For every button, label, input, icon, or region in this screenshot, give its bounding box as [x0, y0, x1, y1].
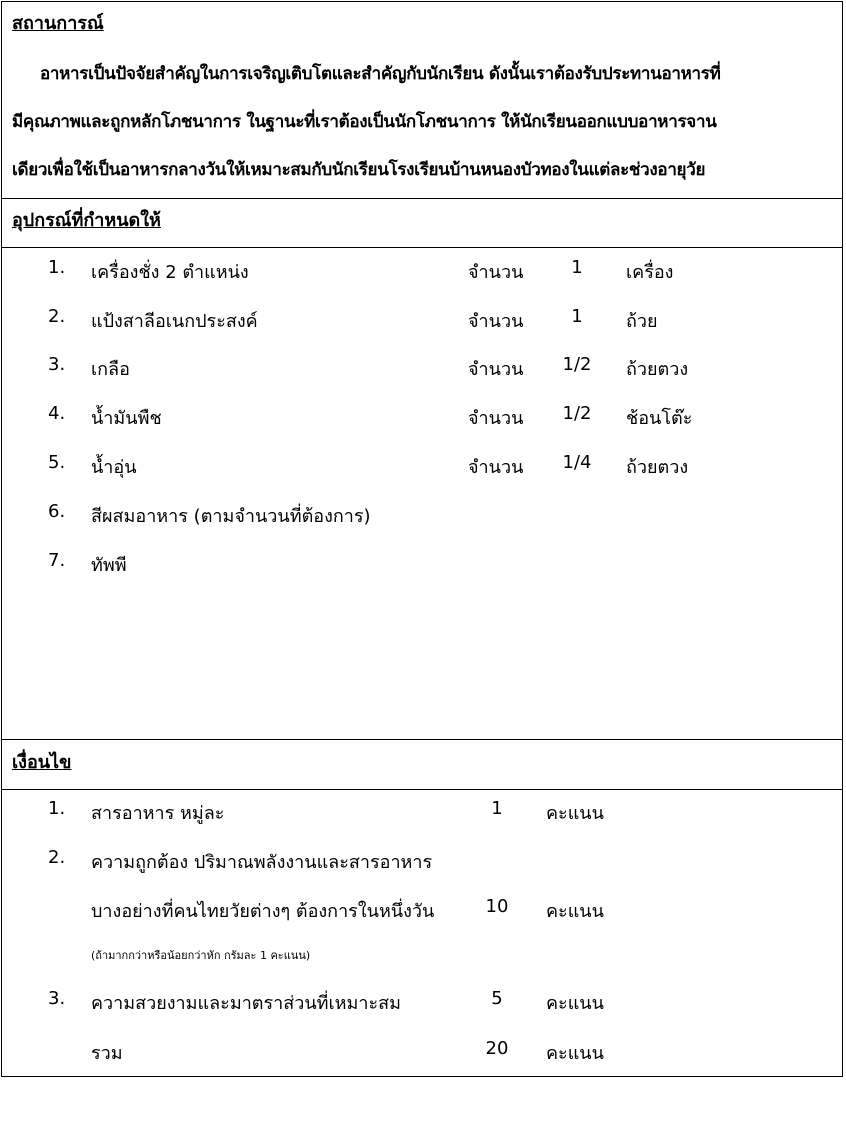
quantity-label: จำนวน [468, 359, 524, 380]
quantity-unit: ถ้วยตวง [626, 359, 689, 380]
item-number: 6. [48, 501, 66, 522]
total-score: 20 [485, 1038, 509, 1059]
item-number: 4. [48, 403, 66, 424]
quantity-label: จำนวน [468, 311, 524, 332]
total-label: รวม [91, 1043, 123, 1064]
quantity-unit: ถ้วย [626, 311, 658, 332]
condition-item [2, 896, 842, 926]
quantity-value: 1/2 [562, 354, 592, 375]
item-number: 1. [48, 798, 66, 819]
equipment-item [2, 257, 842, 287]
item-number: 3. [48, 354, 66, 375]
item-name: เครื่องชั่ง 2 ตำแหน่ง [91, 262, 249, 283]
item-number: 7. [48, 550, 66, 571]
section-divider [2, 789, 842, 790]
score-value: 1 [491, 798, 503, 819]
quantity-unit: เครื่อง [626, 262, 674, 283]
quantity-value: 1/2 [562, 403, 592, 424]
quantity-unit: ช้อนโต๊ะ [626, 408, 693, 429]
score-unit: คะแนน [546, 901, 604, 922]
section-divider [2, 739, 842, 740]
equipment-item [2, 550, 842, 580]
scenario-line-1: อาหารเป็นปัจจัยสำคัญในการเจริญเติบโตและสำคัญกับนักเรียน ดังนั้นเราต้องรับประทานอาหารที่ [40, 64, 721, 84]
quantity-unit: ถ้วยตวง [626, 457, 689, 478]
condition-item [2, 847, 842, 877]
item-number: 5. [48, 452, 66, 473]
score-value: 5 [491, 988, 503, 1009]
item-number: 3. [48, 988, 66, 1009]
deduction-note: (ถ้ามากกว่าหรือน้อยกว่าหัก กรัมละ 1 คะแนน) [91, 949, 311, 962]
item-name: ความถูกต้อง ปริมาณพลังงานและสารอาหาร [91, 852, 433, 873]
section-divider [2, 198, 842, 199]
equipment-item [2, 452, 842, 482]
item-name: ความสวยงามและมาตราส่วนที่เหมาะสม [91, 993, 402, 1014]
scenario-line-3: เดียวเพื่อใช้เป็นอาหารกลางวันให้เหมาะสมกับนักเรียนโรงเรียนบ้านหนองบัวทองในแต่ละช่วงอายุวัย [12, 160, 706, 180]
equipment-item [2, 403, 842, 433]
condition-item [2, 988, 842, 1018]
score-unit: คะแนน [546, 993, 604, 1014]
conditions-heading: เงื่อนไข [12, 752, 72, 773]
quantity-label: จำนวน [468, 262, 524, 283]
condition-item [2, 798, 842, 828]
quantity-label: จำนวน [468, 457, 524, 478]
equipment-item [2, 501, 842, 531]
document-frame [1, 1, 843, 1077]
section-divider [2, 247, 842, 248]
item-number: 1. [48, 257, 66, 278]
quantity-value: 1 [571, 306, 583, 327]
item-name: น้ำมันพืช [91, 408, 162, 429]
quantity-value: 1/4 [562, 452, 592, 473]
item-name: เกลือ [91, 359, 130, 380]
equipment-item [2, 306, 842, 336]
total-row [2, 1038, 842, 1068]
quantity-label: จำนวน [468, 408, 524, 429]
score-unit: คะแนน [546, 1043, 604, 1064]
scenario-heading: สถานการณ์ [12, 13, 104, 34]
quantity-value: 1 [571, 257, 583, 278]
item-name: แป้งสาลีอเนกประสงค์ [91, 311, 258, 332]
equipment-heading: อุปกรณ์ที่กำหนดให้ [12, 210, 161, 231]
item-number: 2. [48, 306, 66, 327]
score-unit: คะแนน [546, 803, 604, 824]
item-name: น้ำอุ่น [91, 457, 137, 478]
item-name: บางอย่างที่คนไทยวัยต่างๆ ต้องการในหนึ่งวัน [91, 901, 435, 922]
item-number: 2. [48, 847, 66, 868]
score-value: 10 [485, 896, 509, 917]
item-name: สารอาหาร หมู่ละ [91, 803, 225, 824]
equipment-item [2, 354, 842, 384]
item-name: สีผสมอาหาร (ตามจำนวนที่ต้องการ) [91, 506, 371, 527]
item-name: ทัพพี [91, 555, 127, 576]
scenario-line-2: มีคุณภาพและถูกหลักโภชนาการ ในฐานะที่เราต้องเป็นนักโภชนาการ ให้นักเรียนออกแบบอาหารจาน [12, 112, 717, 132]
